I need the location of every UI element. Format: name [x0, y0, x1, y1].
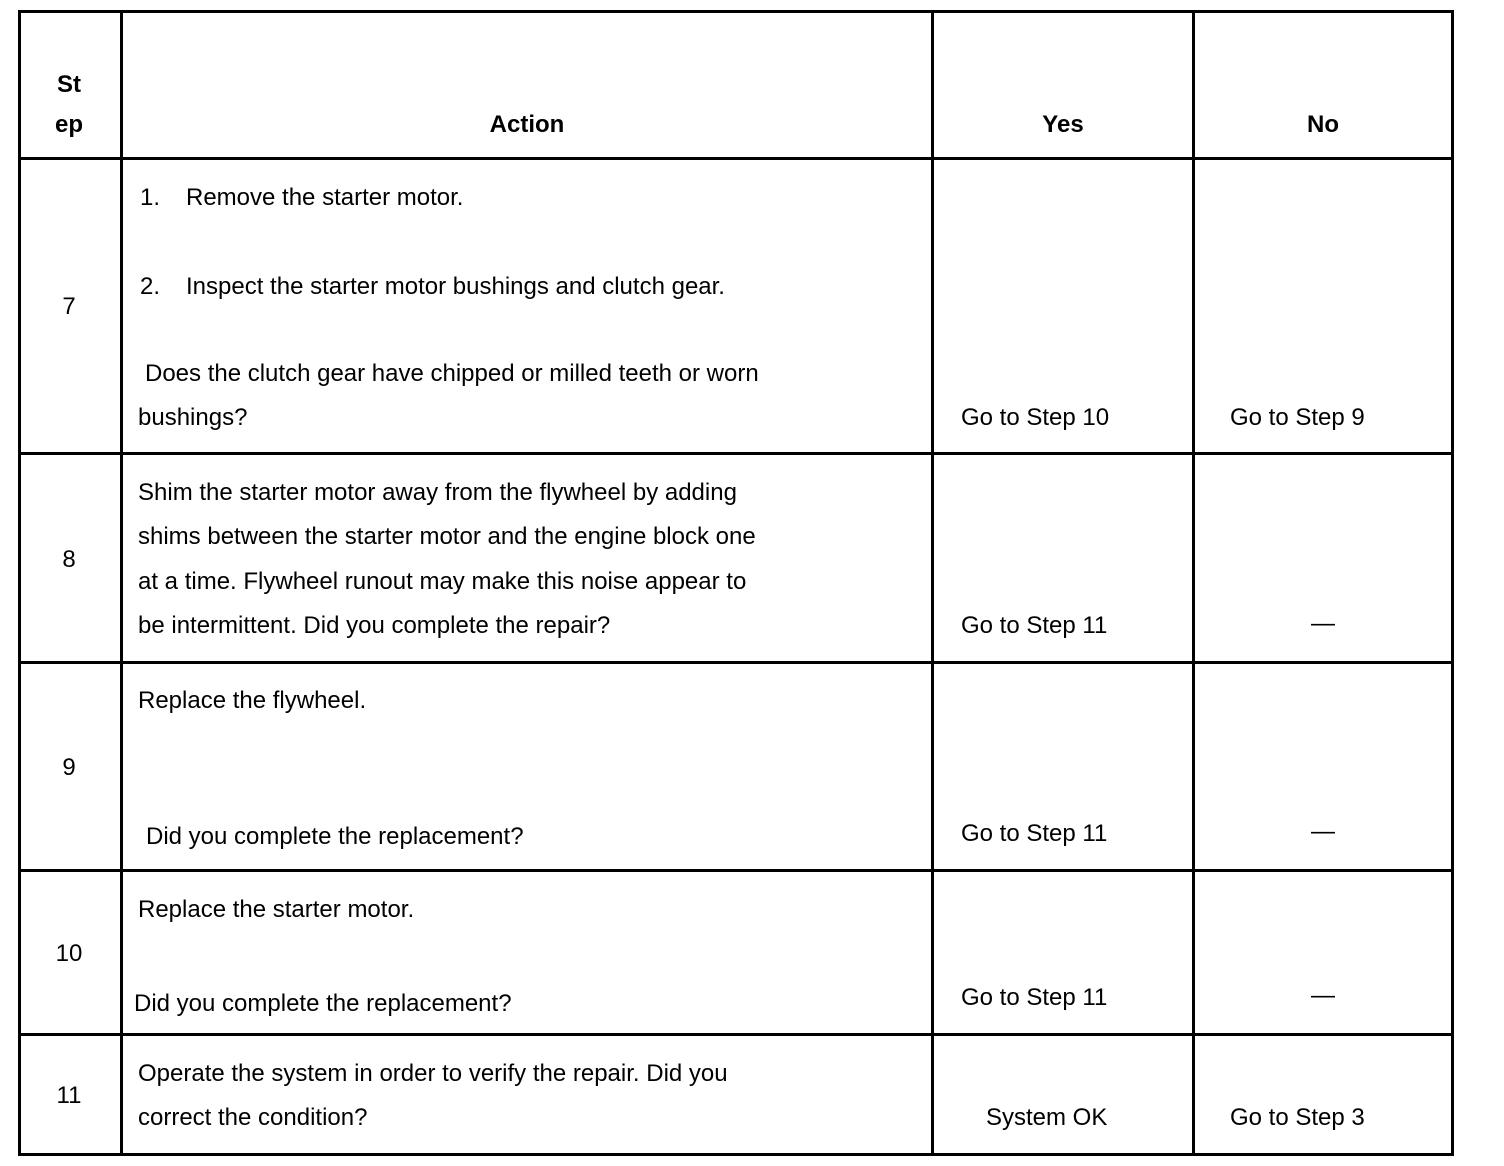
yes-result: Go to Step 10: [961, 404, 1110, 431]
list-item-text: Inspect the starter motor bushings and clutch gear.: [186, 273, 725, 300]
step-number: 10: [55, 940, 83, 967]
action-text: be intermittent. Did you complete the repair?: [138, 612, 611, 639]
diagnostic-table: [18, 10, 1454, 1156]
column-divider: [120, 10, 123, 1156]
no-result: —: [1311, 818, 1335, 845]
action-text: Replace the flywheel.: [138, 687, 367, 714]
no-result: —: [1311, 982, 1335, 1009]
action-question: Did you complete the replacement?: [146, 823, 524, 850]
header-step-line1: St: [57, 71, 81, 98]
action-text: Shim the starter motor away from the flywheel by adding: [138, 479, 737, 506]
table-border-bottom: [18, 1153, 1454, 1156]
column-divider: [931, 10, 934, 1156]
list-item-text: Remove the starter motor.: [186, 184, 464, 211]
header-step-line2: ep: [54, 111, 83, 138]
action-text: correct the condition?: [138, 1104, 368, 1131]
step-number: 9: [62, 754, 76, 781]
row-divider: [18, 1033, 1454, 1036]
step-number: 7: [62, 293, 76, 320]
table-border-left: [18, 10, 21, 1156]
no-result: —: [1311, 610, 1335, 637]
step-number: 8: [62, 546, 76, 573]
yes-result: Go to Step 11: [961, 984, 1108, 1011]
row-divider: [18, 452, 1454, 455]
header-yes: Yes: [1042, 111, 1084, 138]
action-text: Operate the system in order to verify the repair. Did you: [138, 1060, 728, 1087]
action-question: bushings?: [138, 404, 248, 431]
table-border-top: [18, 10, 1454, 13]
action-text: Replace the starter motor.: [138, 896, 415, 923]
row-divider: [18, 661, 1454, 664]
list-item-number: 1.: [140, 184, 161, 211]
no-result: Go to Step 9: [1230, 404, 1365, 431]
header-no: No: [1307, 111, 1339, 138]
action-text: shims between the starter motor and the engine block one: [138, 523, 756, 550]
action-text: at a time. Flywheel runout may make this noise appear to: [138, 568, 747, 595]
action-question: Does the clutch gear have chipped or milled teeth or worn: [145, 360, 759, 387]
row-divider: [18, 869, 1454, 872]
list-item-number: 2.: [140, 273, 161, 300]
table-border-right: [1451, 10, 1454, 1156]
yes-result: System OK: [986, 1104, 1108, 1131]
header-row-divider: [18, 157, 1454, 160]
step-number: 11: [56, 1082, 82, 1109]
yes-result: Go to Step 11: [961, 820, 1108, 847]
action-question: Did you complete the replacement?: [134, 990, 512, 1017]
header-action: Action: [489, 111, 565, 138]
yes-result: Go to Step 11: [961, 612, 1108, 639]
no-result: Go to Step 3: [1230, 1104, 1365, 1131]
